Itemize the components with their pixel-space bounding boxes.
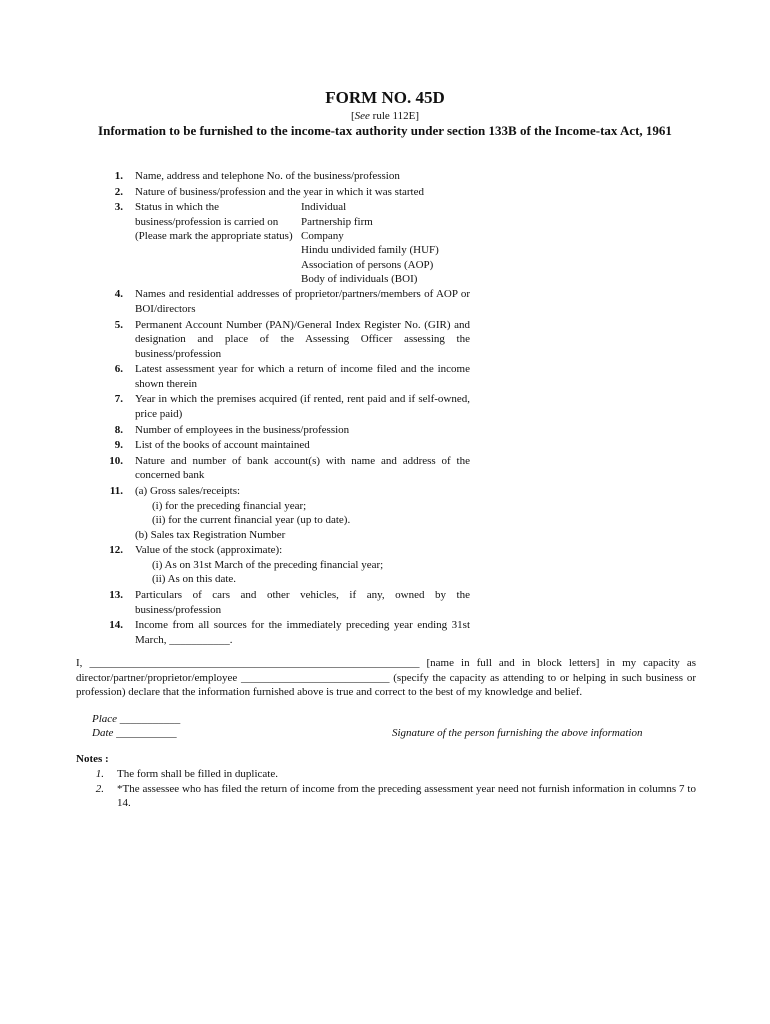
status-option: Body of individuals (BOI)	[301, 272, 418, 285]
item-number: 10.	[109, 454, 123, 467]
item-number: 3.	[114, 201, 123, 214]
item-subline: (i) for the preceding financial year;	[152, 499, 307, 512]
item-text: Name, address and telephone No. of the business/profession	[135, 170, 400, 182]
item-number: 14.	[109, 619, 123, 632]
item-number: 13.	[109, 589, 123, 602]
item-text: Value of the stock (approximate):	[135, 544, 283, 557]
note-item	[76, 767, 696, 782]
list-item	[98, 200, 470, 286]
rule-see: See	[354, 110, 370, 122]
list-item	[98, 588, 470, 617]
status-options	[301, 200, 439, 286]
list-item	[98, 618, 470, 647]
notes-list	[76, 767, 696, 811]
list-item	[98, 543, 470, 587]
status-option: Company	[301, 229, 344, 242]
item-text: Latest assessment year for which a return of income filed and the income shown therein	[135, 363, 470, 390]
item-number: 5.	[114, 318, 123, 331]
date-label: Date ___________	[92, 727, 177, 739]
note-text: The form shall be filled in duplicate.	[117, 768, 278, 780]
place-label: Place ___________	[92, 713, 181, 725]
item-text: Number of employees in the business/profession	[135, 423, 350, 436]
item-text: Particulars of cars and other vehicles, if any, owned by the business/profession	[135, 589, 470, 616]
list-item	[98, 185, 470, 200]
item-number: 1.	[114, 170, 123, 182]
list-item	[98, 318, 470, 362]
declaration-text: I, ____________________________________________________________ [name in full and in block letters] in my capacity as director/partner/proprietor/employee ___________________________ (specify the capacity as attending to or helping in such business or profession) declare that the information furnished above is true and correct to the best of my knowledge and belief.	[76, 657, 696, 698]
list-item	[98, 392, 470, 421]
item-text: Year in which the premises acquired (if rented, rent paid and if self-owned, price paid)	[135, 393, 470, 420]
item-subline: (ii) As on this date.	[152, 573, 237, 586]
status-option: Partnership firm	[301, 215, 373, 228]
list-item	[98, 362, 470, 391]
item-text: Status in which the business/profession is carried on (Please mark the appropriate status)	[135, 201, 293, 243]
note-item	[76, 782, 696, 811]
item-number: 7.	[114, 393, 123, 406]
item-subline: (ii) for the current financial year (up to date).	[152, 514, 351, 527]
item-text: Nature of business/profession and the year in which it was started	[135, 185, 424, 198]
item-number: 8.	[114, 423, 123, 436]
item-text: List of the books of account maintained	[135, 439, 310, 452]
list-item	[98, 423, 470, 438]
status-block	[135, 200, 470, 286]
item-list	[98, 169, 470, 648]
rule-reference: [See rule 112E]	[350, 110, 420, 122]
form-title: FORM NO. 45D	[325, 88, 445, 107]
item-text: Nature and number of bank account(s) with name and address of the concerned bank	[135, 454, 470, 482]
item-number: 6.	[114, 363, 123, 376]
form-heading: Information to be furnished to the income-tax authority under section 133B of the Income-tax Act, 1961	[98, 123, 672, 138]
list-item	[98, 287, 470, 316]
list-item	[98, 169, 470, 184]
item-subline: (i) As on 31st March of the preceding financial year;	[152, 558, 384, 571]
item-number: 12.	[109, 544, 123, 557]
status-option: Association of persons (AOP)	[301, 258, 434, 271]
status-option: Hindu undivided family (HUF)	[301, 244, 439, 257]
item-number: 9.	[114, 439, 123, 452]
status-option: Individual	[301, 201, 347, 214]
item-number: 2.	[114, 185, 123, 198]
list-item	[98, 484, 470, 542]
item-text: Permanent Account Number (PAN)/General Index Register No. (GIR) and designation and place of the Assessing Officer assessing the business/profession	[135, 318, 470, 360]
place-date-block	[92, 712, 180, 740]
rule-number: rule 112E	[372, 110, 416, 122]
note-number: 1.	[95, 768, 104, 780]
list-item	[98, 454, 470, 483]
item-text: Names and residential addresses of proprietor/partners/members of AOP or BOI/directors	[135, 288, 470, 315]
list-item	[98, 438, 470, 453]
item-number: 4.	[114, 288, 123, 301]
item-subline: (b) Sales tax Registration Number	[135, 528, 286, 541]
note-number: 2.	[95, 782, 104, 795]
item-text: Income from all sources for the immediately preceding year ending 31st March, ___________.	[135, 619, 470, 646]
notes-heading: Notes :	[76, 753, 109, 765]
note-text: *The assessee who has filed the return of income from the preceding assessment year need not furnish information in columns 7 to 14.	[117, 782, 696, 809]
item-text: (a) Gross sales/receipts:	[135, 485, 241, 498]
item-number: 11.	[109, 485, 123, 498]
signature-label: Signature of the person furnishing the above information	[392, 727, 643, 739]
